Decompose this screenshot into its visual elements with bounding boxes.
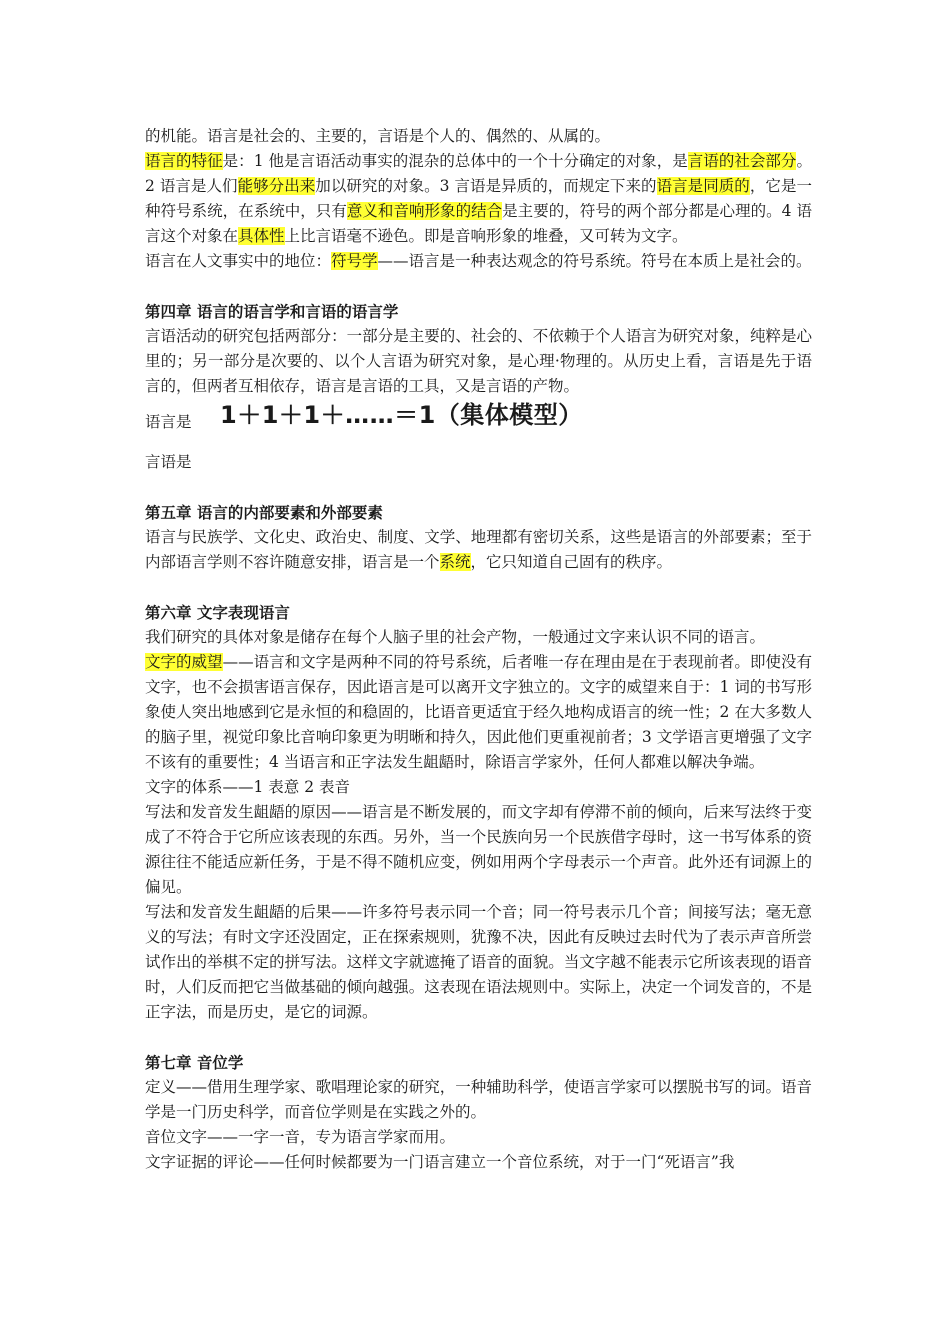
language-formula-row <box>145 400 812 441</box>
language-label: 语言是 <box>145 412 192 431</box>
chapter-7-title: 第七章 音位学 <box>145 1053 244 1072</box>
chapter-6-paragraph-5: 写法和发音发生龃龉的后果——许多符号表示同一个音；同一符号表示几个音；间接写法；毫无意义的写法；有时文字还没固定，正在探索规则，犹豫不决，因此有反映过去时代为了表示声音所尝试作出的举棋不定的拼写法。这样文字就遮掩了语音的面貌。当文字越不能表示它所该表现的语音时，人们反而把它当做基础的倾向越强。这表现在语法规则中。实际上，决定一个词发音的，不是正字法，而是历史，是它的词源。 <box>145 903 812 1021</box>
chapter-6-paragraph-2 <box>145 650 812 775</box>
chapter-5-title: 第五章 语言的内部要素和外部要素 <box>145 503 383 522</box>
text-segment: 是：1 他是言语活动事实的混杂的总体中的一个十分确定的对象，是 <box>222 152 688 170</box>
highlighted-term: 文字的威望 <box>145 653 223 671</box>
chapter-6-paragraph-1: 我们研究的具体对象是储存在每个人脑子里的社会产物，一般通过文字来认识不同的语言。 <box>145 628 766 646</box>
chapter-6-title: 第六章 文字表现语言 <box>145 603 290 622</box>
chapter-4-paragraph-1: 言语活动的研究包括两部分：一部分是主要的、社会的、不依赖于个人语言为研究对象，纯粹是心里的；另一部分是次要的、以个人言语为研究对象，是心理·物理的。从历史上看，言语是先于语言的，但两者互相依存，语言是言语的工具，又是言语的产物。 <box>145 327 812 395</box>
text-segment: 上比言语毫不逊色。即是音响形象的堆叠，又可转为文字。 <box>284 227 688 245</box>
intro-paragraph-3 <box>145 249 812 274</box>
chapter-4-title: 第四章 语言的语言学和言语的语言学 <box>145 302 399 321</box>
chapter-7-paragraph-2: 音位文字——一字一音，专为语言学家而用。 <box>145 1128 456 1146</box>
speech-label: 言语是 <box>145 453 192 471</box>
chapter-6-paragraph-4: 写法和发音发生龃龉的原因——语言是不断发展的，而文字却有停滞不前的倾向，后来写法终于变成了不符合于它所应该表现的东西。另外，当一个民族向另一个民族借字母时，这一书写体系的资源往往不能适应新任务，于是不得不随机应变，例如用两个字母表示一个声音。此外还有词源上的偏见。 <box>145 803 812 896</box>
text-segment: ，它只知道自己固有的秩序。 <box>470 553 673 571</box>
highlighted-term: 系统 <box>439 553 471 571</box>
highlighted-term: 言语的社会部分 <box>687 152 797 170</box>
chapter-7-paragraph-3: 文字证据的评论——任何时候都要为一门语言建立一个音位系统，对于一门“死语言”我 <box>145 1153 735 1171</box>
text-segment: 是主要的，符号的两个部分都是心理的。4 语言这个对象在 <box>145 202 812 245</box>
text-segment: ——语言和文字是两种不同的符号系统，后者唯一存在理由是在于表现前者。即使没有文字，也不会损害语言保存，因此语言是可以离开文字独立的。文字的威望来自于：1 词的书写形象使人突出地感到它是永恒的和稳固的，比语音更适宜于经久地构成语言的统一性；2 在大多数人的脑子里，视觉印象比音响印象更为明晰和持久，因此他们更重视前者；3 文学语言更增强了文字不该有的重要性；4 当语言和正字法发生龃龉时，除语言学家外，任何人都难以解决争端。 <box>145 653 812 771</box>
highlighted-term: 能够分出来 <box>237 177 316 195</box>
chapter-7-paragraph-1: 定义——借用生理学家、歌唱理论家的研究，一种辅助科学，使语言学家可以摆脱书写的词。语音学是一门历史科学，而音位学则是在实践之外的。 <box>145 1078 812 1121</box>
text-segment: ——语言是一种表达观念的符号系统。符号在本质上是社会的。 <box>377 252 812 270</box>
text-segment: 。2 语言是人们 <box>145 152 812 195</box>
highlighted-term: 具体性 <box>238 227 285 245</box>
text-segment: 加以研究的对象。3 言语是异质的，而规定下来的 <box>315 177 657 195</box>
collective-model-formula: 1＋1＋1＋……＝1（集体模型） <box>220 400 583 429</box>
text-segment: ，它是一种符号系统，在系统中，只有 <box>145 177 812 220</box>
text-segment: 语言与民族学、文化史、政治史、制度、文学、地理都有密切关系，这些是语言的外部要素；至于内部语言学则不容许随意安排，语言是一个 <box>145 528 812 571</box>
intro-paragraph-1: 的机能。语言是社会的、主要的，言语是个人的、偶然的、从属的。 <box>145 127 611 145</box>
text-segment: 语言在人文事实中的地位： <box>145 252 332 270</box>
chapter-6-paragraph-3: 文字的体系——1 表意 2 表音 <box>145 778 351 796</box>
highlighted-term: 语言是同质的 <box>656 177 750 195</box>
highlighted-term: 语言的特征 <box>145 152 223 170</box>
intro-paragraph-2 <box>145 149 812 249</box>
highlighted-term: 符号学 <box>331 252 378 270</box>
highlighted-term: 意义和音响形象的结合 <box>346 202 503 220</box>
chapter-5-paragraph-1 <box>145 525 812 575</box>
